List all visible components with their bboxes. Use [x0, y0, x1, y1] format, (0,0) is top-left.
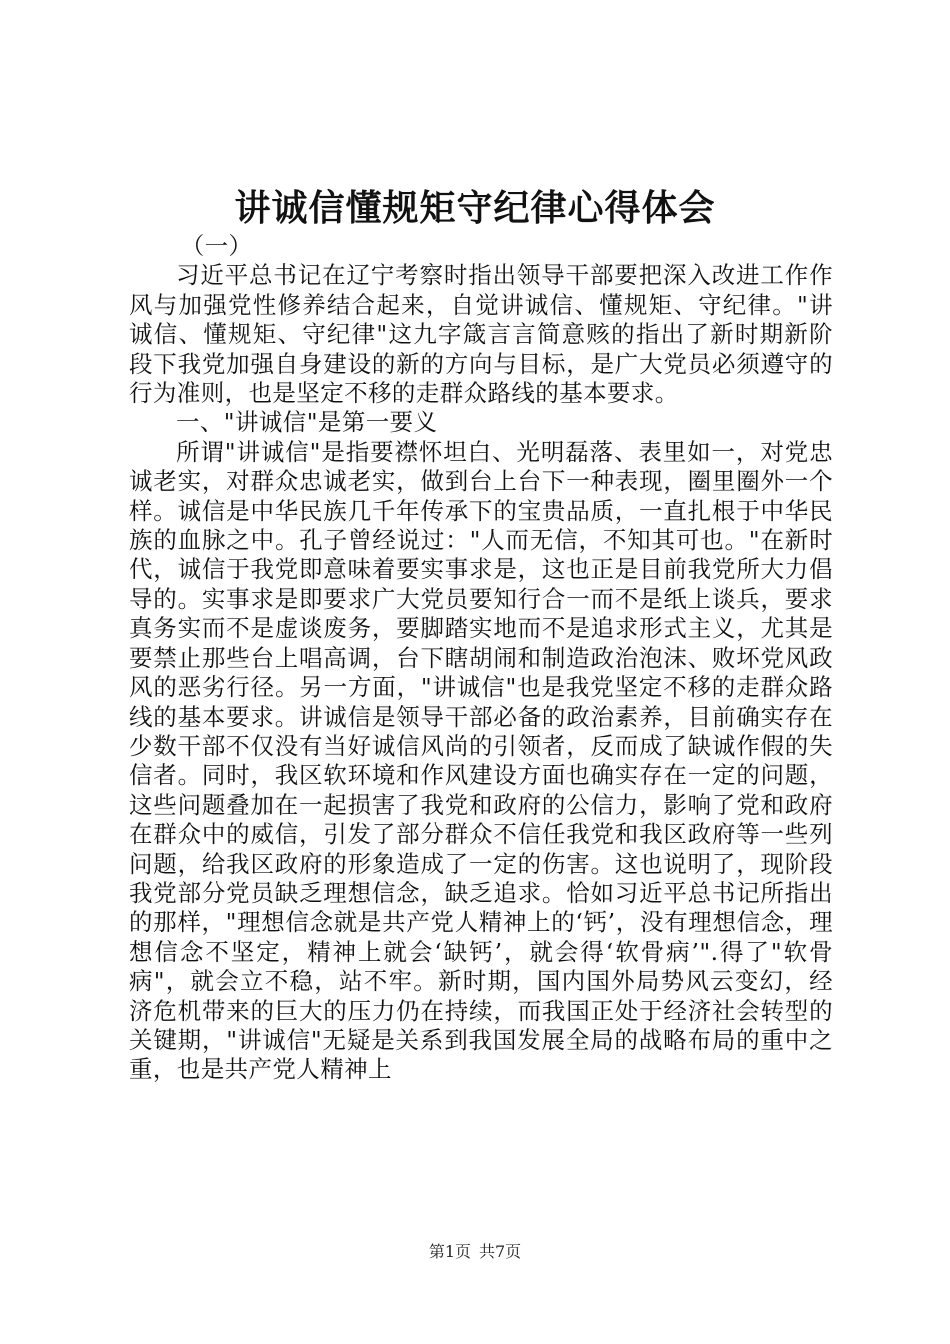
page-number: 第1页 [428, 1242, 471, 1261]
document-title: 讲诚信懂规矩守纪律心得体会 [234, 187, 716, 229]
document-body [129, 232, 833, 1085]
page-total: 共7页 [479, 1242, 522, 1261]
section-heading: 一、"讲诚信"是第一要义 [176, 408, 438, 437]
body-paragraph: 所谓"讲诚信"是指要襟怀坦白、光明磊落、表里如一，对党忠诚老实，对群众忠诚老实，做到台上台下一种表现，圈里圈外一个样。诚信是中华民族几千年传承下的宝贵品质，一直扎根于中华民族的血脉之中。孔子曾经说过："人而无信，不知其可也。"在新时代，诚信于我党即意味着要实事求是，这也正是目前我党所大力倡导的。实事求是即要求广大党员要知行合一而不是纸上谈兵，要求真务实而不是虚谈废务，要脚踏实地而不是追求形式主义，尤其是要禁止那些台上唱高调，台下瞎胡闹和制造政治泡沫、败坏党风政风的恶劣行径。另一方面，"讲诚信"也是我党坚定不移的走群众路线的基本要求。讲诚信是领导干部必备的政治素养，目前确实存在少数干部不仅没有当好诚信风尚的引领者，反而成了缺诚作假的失信者。同时，我区软环境和作风建设方面也确实存在一定的问题，这些问题叠加在一起损害了我党和政府的公信力，影响了党和政府在群众中的威信，引发了部分群众不信任我党和我区政府等一些列问题，给我区政府的形象造成了一定的伤害。这也说明了，现阶段我党部分党员缺乏理想信念，缺乏追求。恰如习近平总书记所指出的那样，"理想信念就是共产党人精神上的‘钙’，没有理想信念，理想信念不坚定，精神上就会‘缺钙’，就会得‘软骨病’".得了"软骨病"，就会立不稳，站不牢。新时期，国内国外局势风云变幻，经济危机带来的巨大的压力仍在持续，而我国正处于经济社会转型的关键期，"讲诚信"无疑是关系到我国发展全局的战略布局的重中之重，也是共产党人精神上 [129, 437, 833, 1084]
intro-paragraph: 习近平总书记在辽宁考察时指出领导干部要把深入改进工作作风与加强党性修养结合起来，自觉讲诚信、懂规矩、守纪律。"讲诚信、懂规矩、守纪律"这九字箴言言简意赅的指出了新时期新阶段下我党加强自身建设的新的方向与目标，是广大党员必须遵守的行为准则，也是坚定不移的走群众路线的基本要求。 [129, 261, 833, 408]
page-footer [0, 1240, 950, 1264]
section-marker: （一） [180, 232, 253, 260]
